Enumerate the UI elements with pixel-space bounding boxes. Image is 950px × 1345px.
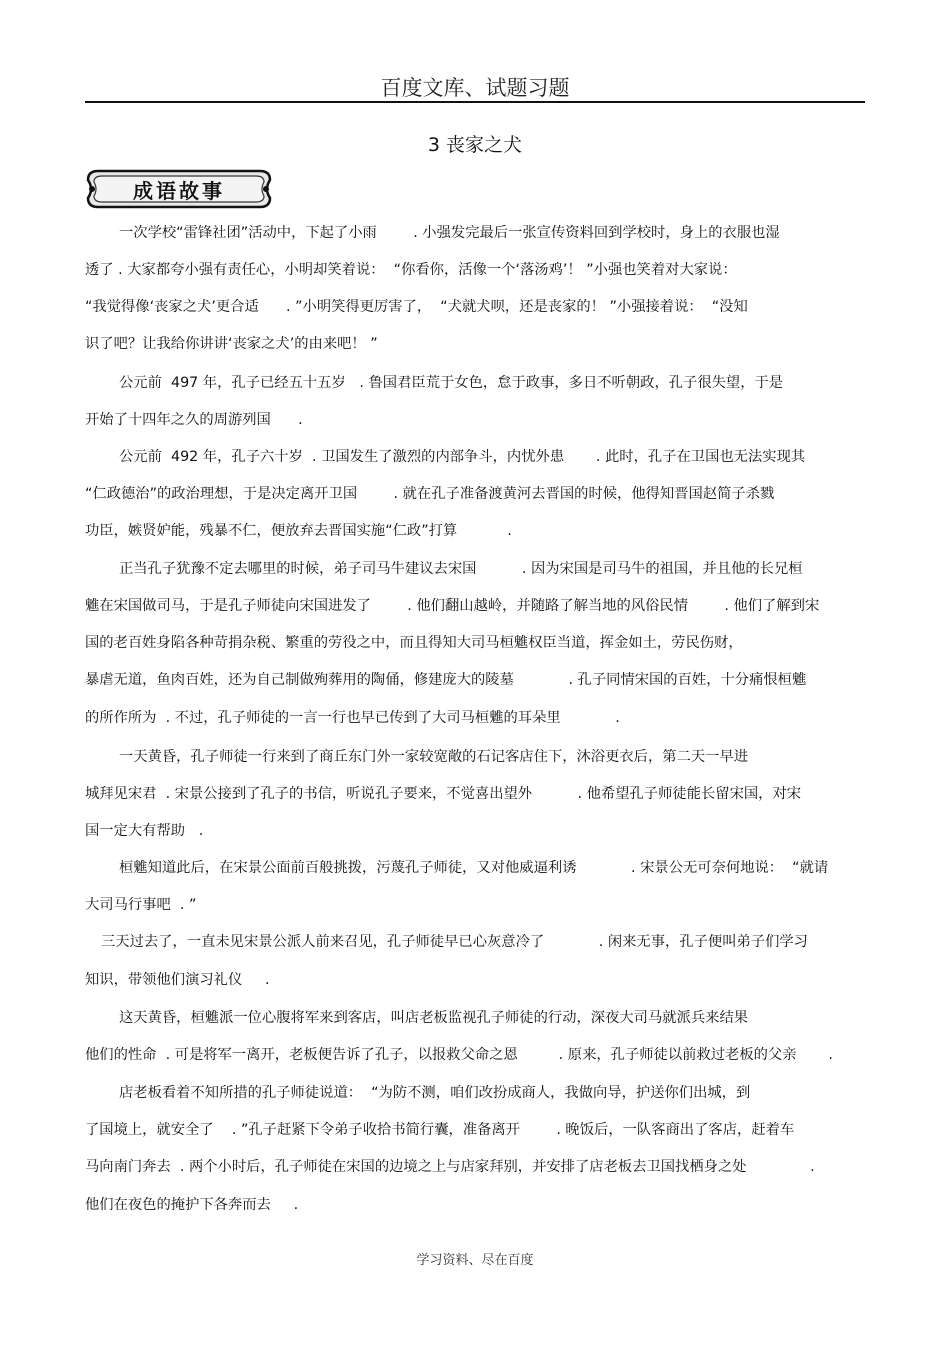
text-line: 识了吧？让我给你讲讲‘丧家之犬’的由来吧！ ” bbox=[85, 336, 378, 352]
text-line: 国一定大有帮助 . bbox=[85, 823, 204, 839]
text-line: 知识，带领他们演习礼仪 . bbox=[85, 972, 270, 988]
text-line: 大司马行事吧 . ” bbox=[85, 897, 197, 913]
text-line: 店老板看着不知所措的孔子师徒说道： “为防不测，咱们改扮成商人，我做向导，护送你们出城，到 bbox=[119, 1085, 751, 1101]
document-title: 3 丧家之犬 bbox=[427, 134, 523, 156]
text-line: 他们的性命 . 可是将军一离开，老板便告诉了孔子，以报救父命之恩 . 原来，孔子师徒以前救过老板的父亲 . bbox=[85, 1047, 833, 1063]
text-line: 他们在夜色的掩护下各奔而去 . bbox=[85, 1197, 299, 1213]
text-line: 城拜见宋君 . 宋景公接到了孔子的书信，听说孔子要来，不觉喜出望外 . 他希望孔子师徒能长留宋国，对宋 bbox=[85, 786, 802, 802]
header-rule bbox=[85, 101, 865, 103]
text-line: 三天过去了，一直未见宋景公派人前来召见，孔子师徒早已心灰意冷了 . 闲来无事，孔子便叫弟子们学习 bbox=[101, 934, 808, 950]
text-line: 桓魋知道此后，在宋景公面前百般挑拨，污蔑孔子师徒，又对他威逼利诱 . 宋景公无可奈何地说： “就请 bbox=[119, 860, 829, 876]
text-line: “我觉得像‘丧家之犬’更合适 . ”小明笑得更厉害了， “犬就犬呗，还是丧家的！ ”小强接着说： “没知 bbox=[85, 299, 748, 315]
text-line: 一次学校“雷锋社团”活动中，下起了小雨 . 小强发完最后一张宣传资料回到学校时，身上的衣服也湿 bbox=[119, 225, 780, 241]
text-line: “仁政德治”的政治理想，于是决定离开卫国 . 就在孔子准备渡黄河去晋国的时候，他得知晋国赵简子杀戮 bbox=[85, 486, 775, 502]
text-line: 这天黄昏，桓魋派一位心腹将军来到客店，叫店老板监视孔子师徒的行动，深夜大司马就派兵来结果 bbox=[119, 1010, 749, 1026]
text-line: 公元前 497 年，孔子已经五十五岁 . 鲁国君臣荒于女色，怠于政事，多日不听朝政，孔子很失望，于是 bbox=[119, 375, 784, 391]
text-line: 功臣，嫉贤妒能，残暴不仁，便放弃去晋国实施“仁政”打算 . bbox=[85, 523, 512, 539]
text-line: 开始了十四年之久的周游列国 . bbox=[85, 412, 303, 428]
text-line: 正当孔子犹豫不定去哪里的时候，弟子司马牛建议去宋国 . 因为宋国是司马牛的祖国，并且他的长兄桓 bbox=[119, 561, 803, 577]
page-footer: 学习资料、尽在百度 bbox=[416, 1253, 534, 1268]
text-line: 一天黄昏，孔子师徒一行来到了商丘东门外一家较宽敞的石记客店住下，沐浴更衣后，第二天一早进 bbox=[119, 749, 749, 765]
text-line: 的所作所为 . 不过，孔子师徒的一言一行也早已传到了大司马桓魋的耳朵里 . bbox=[85, 710, 620, 726]
text-line: 马向南门奔去 . 两个小时后，孔子师徒在宋国的边境之上与店家拜别，并安排了店老板去卫国找栖身之处 . bbox=[85, 1159, 815, 1175]
text-line: 魋在宋国做司马，于是孔子师徒向宋国进发了 . 他们翻山越岭，并随路了解当地的风俗民情 . 他们了解到宋 bbox=[85, 598, 820, 614]
text-line: 公元前 492 年，孔子六十岁 . 卫国发生了激烈的内部争斗，内忧外患 . 此时，孔子在卫国也无法实现其 bbox=[119, 449, 806, 465]
text-line: 了国境上，就安全了 . ”孔子赶紧下令弟子收拾书简行囊，准备离开 . 晚饭后，一队客商出了客店，赶着车 bbox=[85, 1122, 795, 1138]
section-label: 成语故事 bbox=[133, 179, 225, 203]
section-banner bbox=[86, 166, 272, 212]
text-line: 国的老百姓身陷各种苛捐杂税、繁重的劳役之中，而且得知大司马桓魋权臣当道，挥金如土，劳民伤财， bbox=[85, 635, 743, 651]
text-line: 暴虐无道，鱼肉百姓，还为自己制做殉葬用的陶俑，修建庞大的陵墓 . 孔子同情宋国的百姓，十分痛恨桓魋 bbox=[85, 672, 807, 688]
text-line: 透了 . 大家都夸小强有责任心，小明却笑着说： “你看你，活像一个‘落汤鸡’！ ”小强也笑着对大家说： bbox=[85, 262, 737, 278]
header-title: 百度文库、试题习题 bbox=[380, 76, 570, 100]
